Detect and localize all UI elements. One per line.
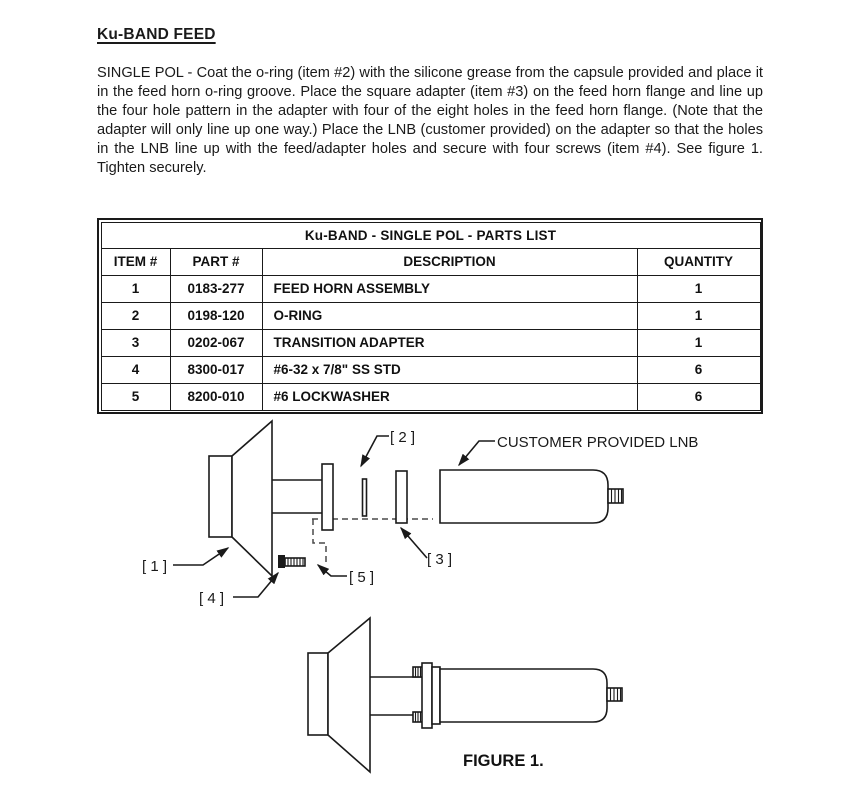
cell-part: 0202-067 bbox=[170, 329, 262, 356]
waveguide bbox=[370, 677, 422, 715]
table-row bbox=[101, 302, 760, 329]
feed-horn-mouth bbox=[209, 456, 232, 537]
cell-quantity: 1 bbox=[637, 302, 760, 329]
callout-item5: [ 5 ] bbox=[349, 569, 375, 586]
assembled-view bbox=[308, 618, 622, 772]
leader-item3 bbox=[401, 528, 427, 558]
figure-caption: FIGURE 1. bbox=[463, 752, 544, 770]
column-header-description: DESCRIPTION bbox=[262, 248, 637, 275]
cell-quantity: 6 bbox=[637, 383, 760, 410]
table-title: Ku-BAND - SINGLE POL - PARTS LIST bbox=[101, 222, 760, 248]
waveguide bbox=[272, 480, 322, 513]
cell-part: 0183-277 bbox=[170, 275, 262, 302]
parts-table bbox=[97, 218, 763, 414]
leader-lnb bbox=[459, 441, 495, 465]
table-row bbox=[101, 329, 760, 356]
table-header-row bbox=[101, 248, 760, 275]
feed-horn-cone bbox=[232, 421, 272, 576]
leader-item2 bbox=[361, 436, 389, 466]
cell-description: #6 LOCKWASHER bbox=[262, 383, 637, 410]
leader-item5 bbox=[318, 565, 347, 576]
leader-item4 bbox=[233, 573, 278, 597]
o-ring bbox=[363, 479, 367, 516]
cell-item: 1 bbox=[101, 275, 170, 302]
callout-item4: [ 4 ] bbox=[199, 590, 225, 607]
lnb-body bbox=[440, 470, 608, 523]
feed-horn-flange bbox=[422, 663, 432, 728]
cell-item: 4 bbox=[101, 356, 170, 383]
cell-quantity: 1 bbox=[637, 275, 760, 302]
leader-item1 bbox=[173, 548, 228, 565]
column-header-item: ITEM # bbox=[101, 248, 170, 275]
cell-description: O-RING bbox=[262, 302, 637, 329]
cell-description: #6-32 x 7/8" SS STD bbox=[262, 356, 637, 383]
column-header-quantity: QUANTITY bbox=[637, 248, 760, 275]
table-title-row bbox=[101, 222, 760, 248]
cell-part: 8200-010 bbox=[170, 383, 262, 410]
figure-1-diagram bbox=[100, 415, 770, 785]
table-row bbox=[101, 356, 760, 383]
feed-horn-cone bbox=[328, 618, 370, 772]
instructions-paragraph: SINGLE POL - Coat the o-ring (item #2) with the silicone grease from the capsule provided and place it in the feed horn o-ring groove. Place the square adapter (item #3) on the feed horn flange and line up the four hole pattern in the adapter with four of the eight holes in the feed horn flange. (Note that the adapter will only line up one way.) Place the LNB (customer provided) on the adapter so that the holes in the LNB line up with the feed/adapter holes and secure with four screws (item #4). See figure 1. Tighten securely. bbox=[97, 65, 763, 176]
exploded-view bbox=[142, 421, 698, 607]
callout-item3: [ 3 ] bbox=[427, 551, 453, 568]
feed-horn-mouth bbox=[308, 653, 328, 735]
cell-part: 8300-017 bbox=[170, 356, 262, 383]
table-row bbox=[101, 383, 760, 410]
table-row bbox=[101, 275, 760, 302]
cell-description: TRANSITION ADAPTER bbox=[262, 329, 637, 356]
lnb-body bbox=[440, 669, 607, 722]
page-title: Ku-BAND FEED bbox=[97, 26, 216, 43]
cell-part: 0198-120 bbox=[170, 302, 262, 329]
callout-item1: [ 1 ] bbox=[142, 558, 168, 575]
callout-customer-lnb: CUSTOMER PROVIDED LNB bbox=[497, 434, 699, 451]
lnb-connector bbox=[608, 489, 623, 503]
transition-adapter bbox=[432, 667, 440, 724]
feed-horn-flange bbox=[322, 464, 333, 530]
screw bbox=[278, 555, 305, 568]
callout-item2: [ 2 ] bbox=[390, 429, 416, 446]
cell-quantity: 1 bbox=[637, 329, 760, 356]
cell-description: FEED HORN ASSEMBLY bbox=[262, 275, 637, 302]
parts-list-table bbox=[101, 222, 761, 411]
cell-item: 3 bbox=[101, 329, 170, 356]
cell-item: 5 bbox=[101, 383, 170, 410]
transition-adapter bbox=[396, 471, 407, 523]
cell-item: 2 bbox=[101, 302, 170, 329]
lnb-connector bbox=[607, 688, 622, 701]
cell-quantity: 6 bbox=[637, 356, 760, 383]
column-header-part: PART # bbox=[170, 248, 262, 275]
